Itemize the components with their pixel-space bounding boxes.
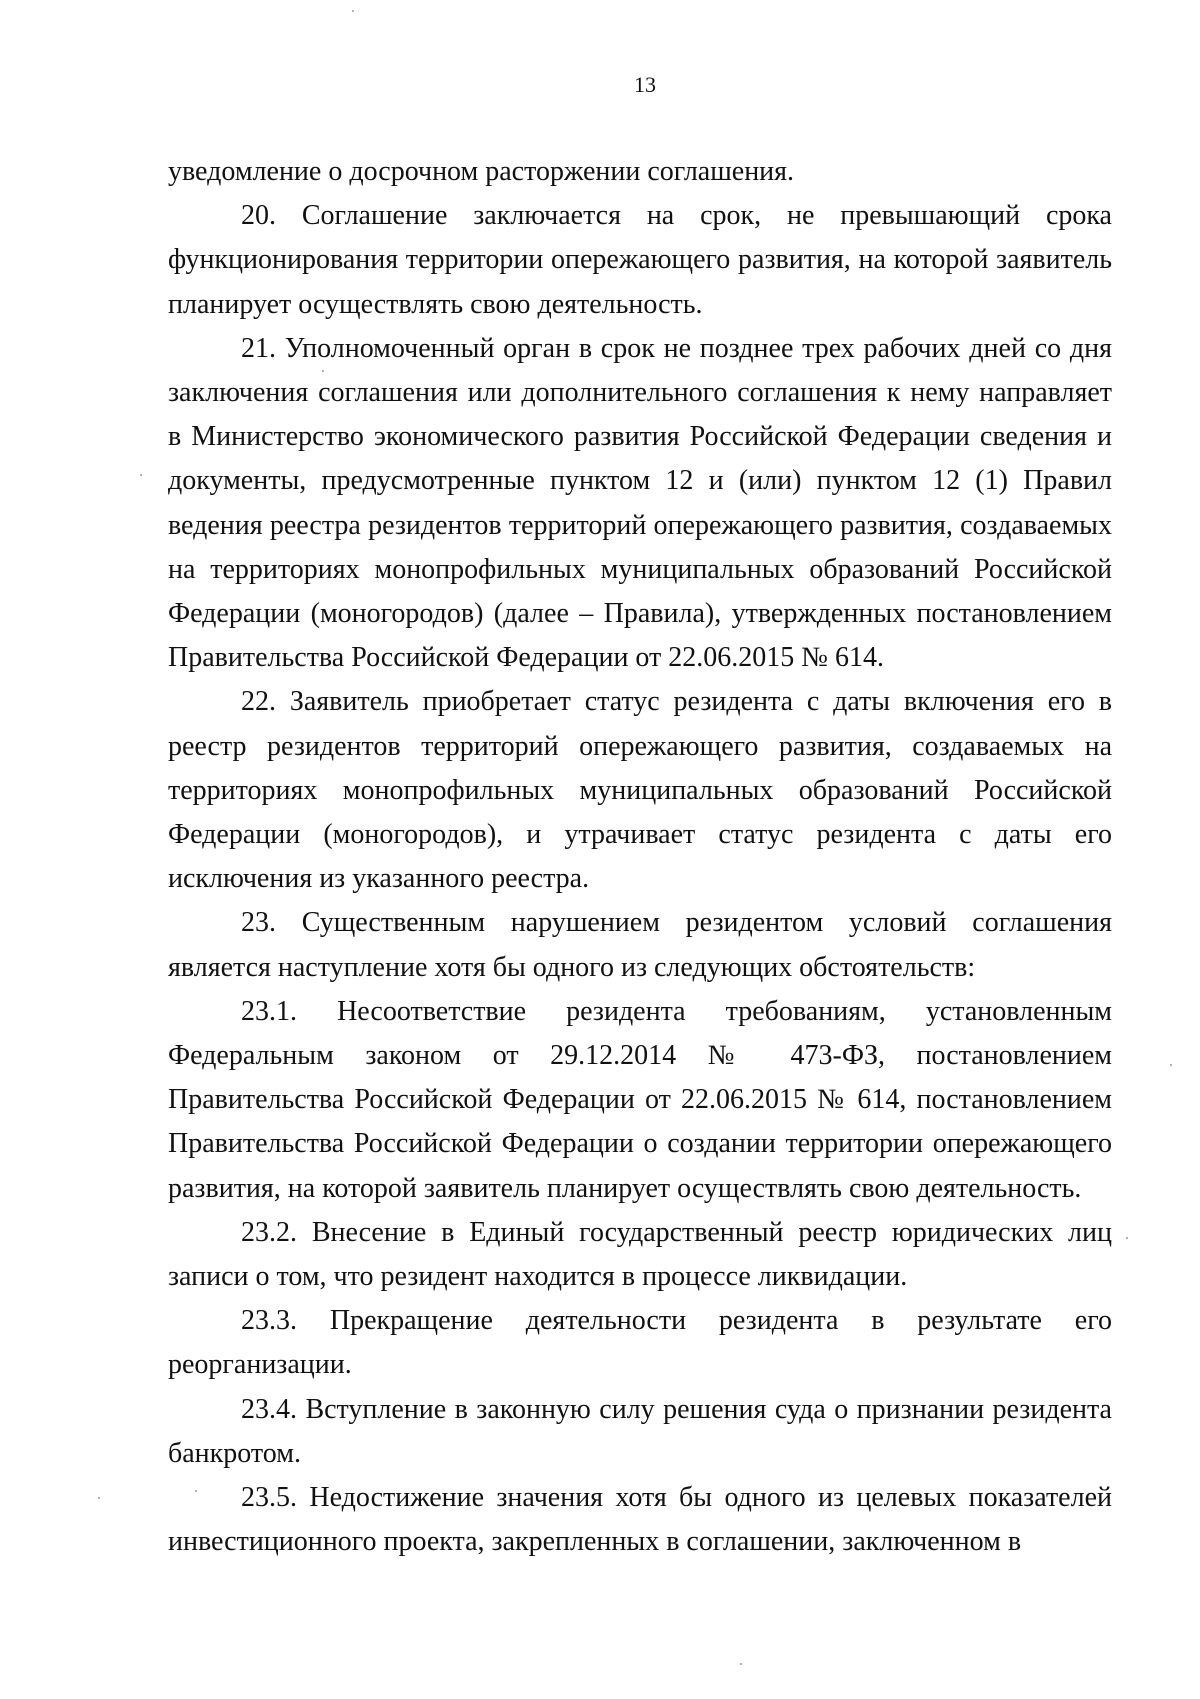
scan-speck bbox=[195, 1490, 197, 1492]
paragraph-23-1: 23.1. Несоответствие резидента требованиям, установленным Федеральным законом от 29.12.2014 № 473-ФЗ, постановлением Правительства Российской Федерации от 22.06.2015 № 614, постановлением Правительства Российской Федерации о создании территории опережающего развития, на которой заявитель планирует осуществлять свою деятельность. bbox=[168, 995, 1112, 1204]
paragraph-22: 22. Заявитель приобретает статус резидента с даты включения его в реестр резидентов территорий опережающего развития, создаваемых на территориях монопрофильных муниципальных образований Российской Федерации (моногородов), и утрачивает статус резидента с даты его исключения из указанного реестра. bbox=[168, 686, 1112, 895]
scan-speck bbox=[322, 370, 324, 372]
scan-speck bbox=[98, 1497, 100, 1499]
paragraph-continuation: уведомление о досрочном расторжении соглашения. bbox=[168, 156, 795, 187]
page-number: 13 bbox=[634, 72, 656, 97]
paragraph-20: 20. Соглашение заключается на срок, не превышающий срока функционирования территории опережающего развития, на которой заявитель планирует осуществлять свою деятельность. bbox=[168, 200, 1112, 320]
scan-speck bbox=[740, 1663, 742, 1665]
paragraph-23-2: 23.2. Внесение в Единый государственный реестр юридических лиц записи о том, что резидент находится в процессе ликвидации. bbox=[168, 1216, 1112, 1293]
scan-speck bbox=[1126, 1237, 1128, 1239]
scan-speck bbox=[352, 10, 354, 12]
document-body bbox=[168, 150, 1112, 1565]
paragraph-23-3: 23.3. Прекращение деятельности резидента в результате его реорганизации. bbox=[168, 1305, 1112, 1381]
scan-speck bbox=[1170, 1064, 1172, 1066]
paragraph-23-4: 23.4. Вступление в законную силу решения суда о признании резидента банкротом. bbox=[168, 1393, 1112, 1469]
scan-speck bbox=[140, 474, 142, 476]
paragraph-23-5: 23.5. Недостижение значения хотя бы одного из целевых показателей инвестиционного проекта, закрепленных в соглашении, заключенном в bbox=[168, 1482, 1112, 1558]
paragraph-23: 23. Существенным нарушением резидентом условий соглашения является наступление хотя бы одного из следующих обстоятельств: bbox=[168, 907, 1112, 983]
paragraph-21: 21. Уполномоченный орган в срок не позднее трех рабочих дней со дня заключения соглашения или дополнительного соглашения к нему направляет в Министерство экономического развития Российской Федерации сведения и документы, предусмотренные пунктом 12 и (или) пунктом 12 (1) Правил ведения реестра резидентов территорий опережающего развития, создаваемых на территориях монопрофильных муниципальных образований Российской Федерации (моногородов) (далее – Правила), утвержденных постановлением Правительства Российской Федерации от 22.06.2015 № 614. bbox=[168, 332, 1112, 674]
